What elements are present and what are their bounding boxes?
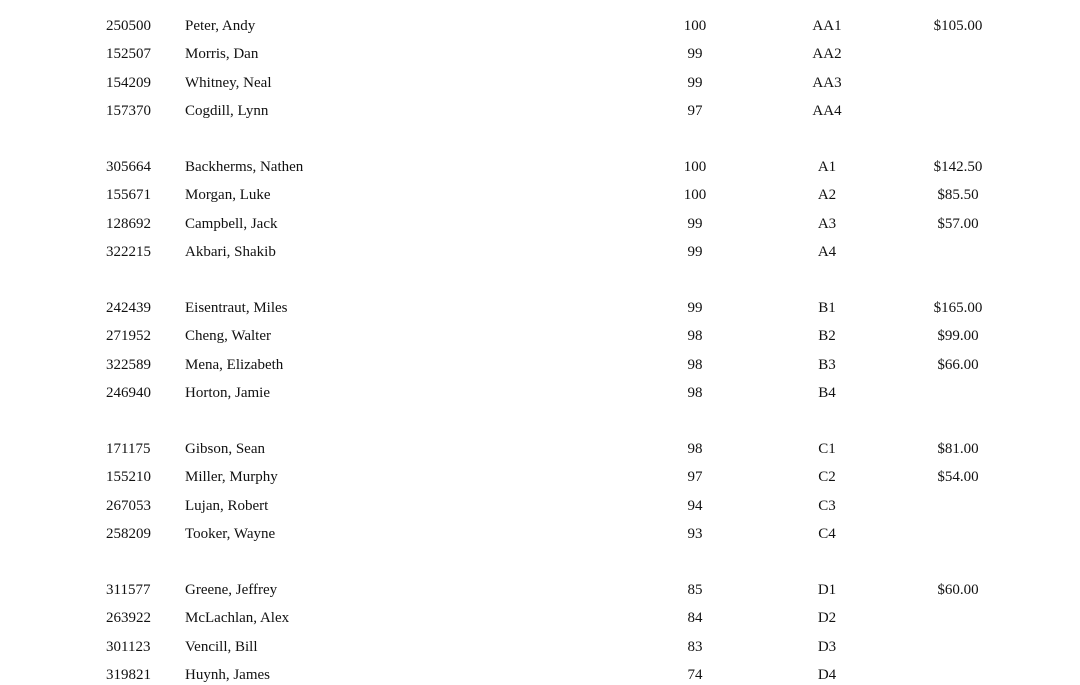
table-row [0, 496, 1080, 516]
entry-score: 99 [687, 215, 703, 232]
entry-place: D2 [817, 610, 837, 627]
table-row [0, 439, 1080, 459]
table-row [0, 580, 1080, 600]
table-row [0, 326, 1080, 346]
entry-place: A2 [817, 187, 837, 204]
entry-prize: $54.00 [937, 469, 979, 486]
table-row [0, 467, 1080, 487]
entry-prize: $66.00 [937, 356, 979, 373]
entry-place: C1 [818, 441, 836, 457]
entry-score: 99 [687, 46, 703, 63]
entry-name: Horton, Jamie [185, 384, 270, 401]
entry-name: Morris, Dan [185, 46, 259, 63]
entry-name: Eisentraut, Miles [185, 300, 288, 316]
entry-id: 154209 [106, 74, 151, 91]
entry-id: 128692 [106, 215, 151, 232]
entry-score: 83 [687, 638, 703, 655]
table-row [0, 383, 1080, 403]
entry-prize: $142.50 [933, 159, 983, 175]
entry-name: Cogdill, Lynn [185, 102, 269, 119]
entry-name: Backherms, Nathen [185, 159, 304, 175]
entry-place: AA2 [812, 46, 842, 63]
table-row [0, 242, 1080, 262]
entry-prize: $99.00 [937, 328, 979, 345]
table-row [0, 44, 1080, 64]
entry-id: 171175 [106, 441, 151, 457]
entry-id: 271952 [106, 328, 151, 345]
entry-id: 322589 [106, 356, 151, 373]
entry-name: McLachlan, Alex [185, 610, 290, 627]
entry-id: 155210 [106, 469, 151, 486]
entry-place: C4 [818, 525, 836, 542]
entry-name: Gibson, Sean [185, 441, 265, 457]
entry-id: 319821 [106, 666, 151, 683]
entry-prize: $105.00 [933, 18, 983, 34]
entry-place: D3 [817, 638, 837, 655]
table-row [0, 298, 1080, 318]
entry-score: 94 [687, 497, 703, 514]
entry-id: 155671 [106, 187, 151, 204]
entry-score: 93 [687, 525, 703, 542]
entry-score: 85 [687, 582, 703, 598]
entry-name: Tooker, Wayne [185, 525, 276, 542]
entry-place: B1 [818, 300, 836, 316]
entry-place: A4 [817, 243, 837, 260]
entry-score: 74 [687, 666, 703, 683]
entry-id: 152507 [106, 46, 151, 63]
entry-id: 157370 [106, 102, 151, 119]
entry-score: 98 [687, 384, 703, 401]
entry-place: C2 [818, 469, 836, 486]
entry-score: 84 [687, 610, 703, 627]
entry-name: Vencill, Bill [185, 638, 258, 655]
entry-name: Miller, Murphy [185, 469, 278, 486]
entry-name: Peter, Andy [185, 18, 256, 34]
entry-place: A3 [817, 215, 837, 232]
entry-place: B3 [818, 356, 836, 373]
table-row [0, 637, 1080, 657]
entry-id: 301123 [106, 638, 151, 655]
entry-id: 258209 [106, 525, 151, 542]
entry-name: Lujan, Robert [185, 497, 269, 514]
table-row [0, 185, 1080, 205]
entry-id: 263922 [106, 610, 151, 627]
entry-prize: $165.00 [933, 300, 983, 316]
entry-place: B4 [818, 384, 836, 401]
entry-id: 305664 [106, 159, 151, 175]
entry-name: Whitney, Neal [185, 74, 272, 91]
entry-name: Greene, Jeffrey [185, 582, 278, 598]
entry-score: 97 [687, 102, 703, 119]
entry-prize: $85.50 [937, 187, 979, 204]
table-row [0, 524, 1080, 544]
entry-prize: $60.00 [937, 582, 979, 598]
table-row [0, 355, 1080, 375]
table-row [0, 214, 1080, 234]
table-row [0, 101, 1080, 121]
entry-name: Morgan, Luke [185, 187, 271, 204]
entry-place: B2 [818, 328, 836, 345]
entry-score: 100 [683, 18, 707, 34]
entry-prize: $81.00 [937, 441, 979, 457]
entry-id: 246940 [106, 384, 151, 401]
entry-score: 99 [687, 74, 703, 91]
entry-id: 267053 [106, 497, 151, 514]
entry-name: Mena, Elizabeth [185, 356, 284, 373]
entry-score: 100 [683, 159, 707, 175]
entry-place: A1 [817, 159, 837, 175]
entry-score: 99 [687, 243, 703, 260]
entry-score: 98 [687, 441, 703, 457]
table-row [0, 608, 1080, 628]
entry-name: Campbell, Jack [185, 215, 278, 232]
table-row [0, 16, 1080, 36]
entry-id: 322215 [106, 243, 151, 260]
entry-name: Cheng, Walter [185, 328, 271, 345]
table-row [0, 157, 1080, 177]
entry-score: 98 [687, 356, 703, 373]
entry-score: 100 [683, 187, 707, 204]
entry-place: C3 [818, 497, 836, 514]
entry-prize: $57.00 [937, 215, 979, 232]
entry-id: 311577 [106, 582, 151, 598]
entry-name: Akbari, Shakib [185, 243, 276, 260]
entry-score: 98 [687, 328, 703, 345]
entry-place: AA1 [812, 18, 842, 34]
entry-place: AA3 [812, 74, 842, 91]
entry-id: 250500 [106, 18, 151, 34]
entry-score: 97 [687, 469, 703, 486]
entry-score: 99 [687, 300, 703, 316]
table-row [0, 73, 1080, 93]
entry-place: AA4 [812, 102, 842, 119]
entry-place: D4 [817, 666, 837, 683]
entry-place: D1 [817, 582, 837, 598]
entry-id: 242439 [106, 300, 151, 316]
entry-name: Huynh, James [185, 666, 270, 683]
